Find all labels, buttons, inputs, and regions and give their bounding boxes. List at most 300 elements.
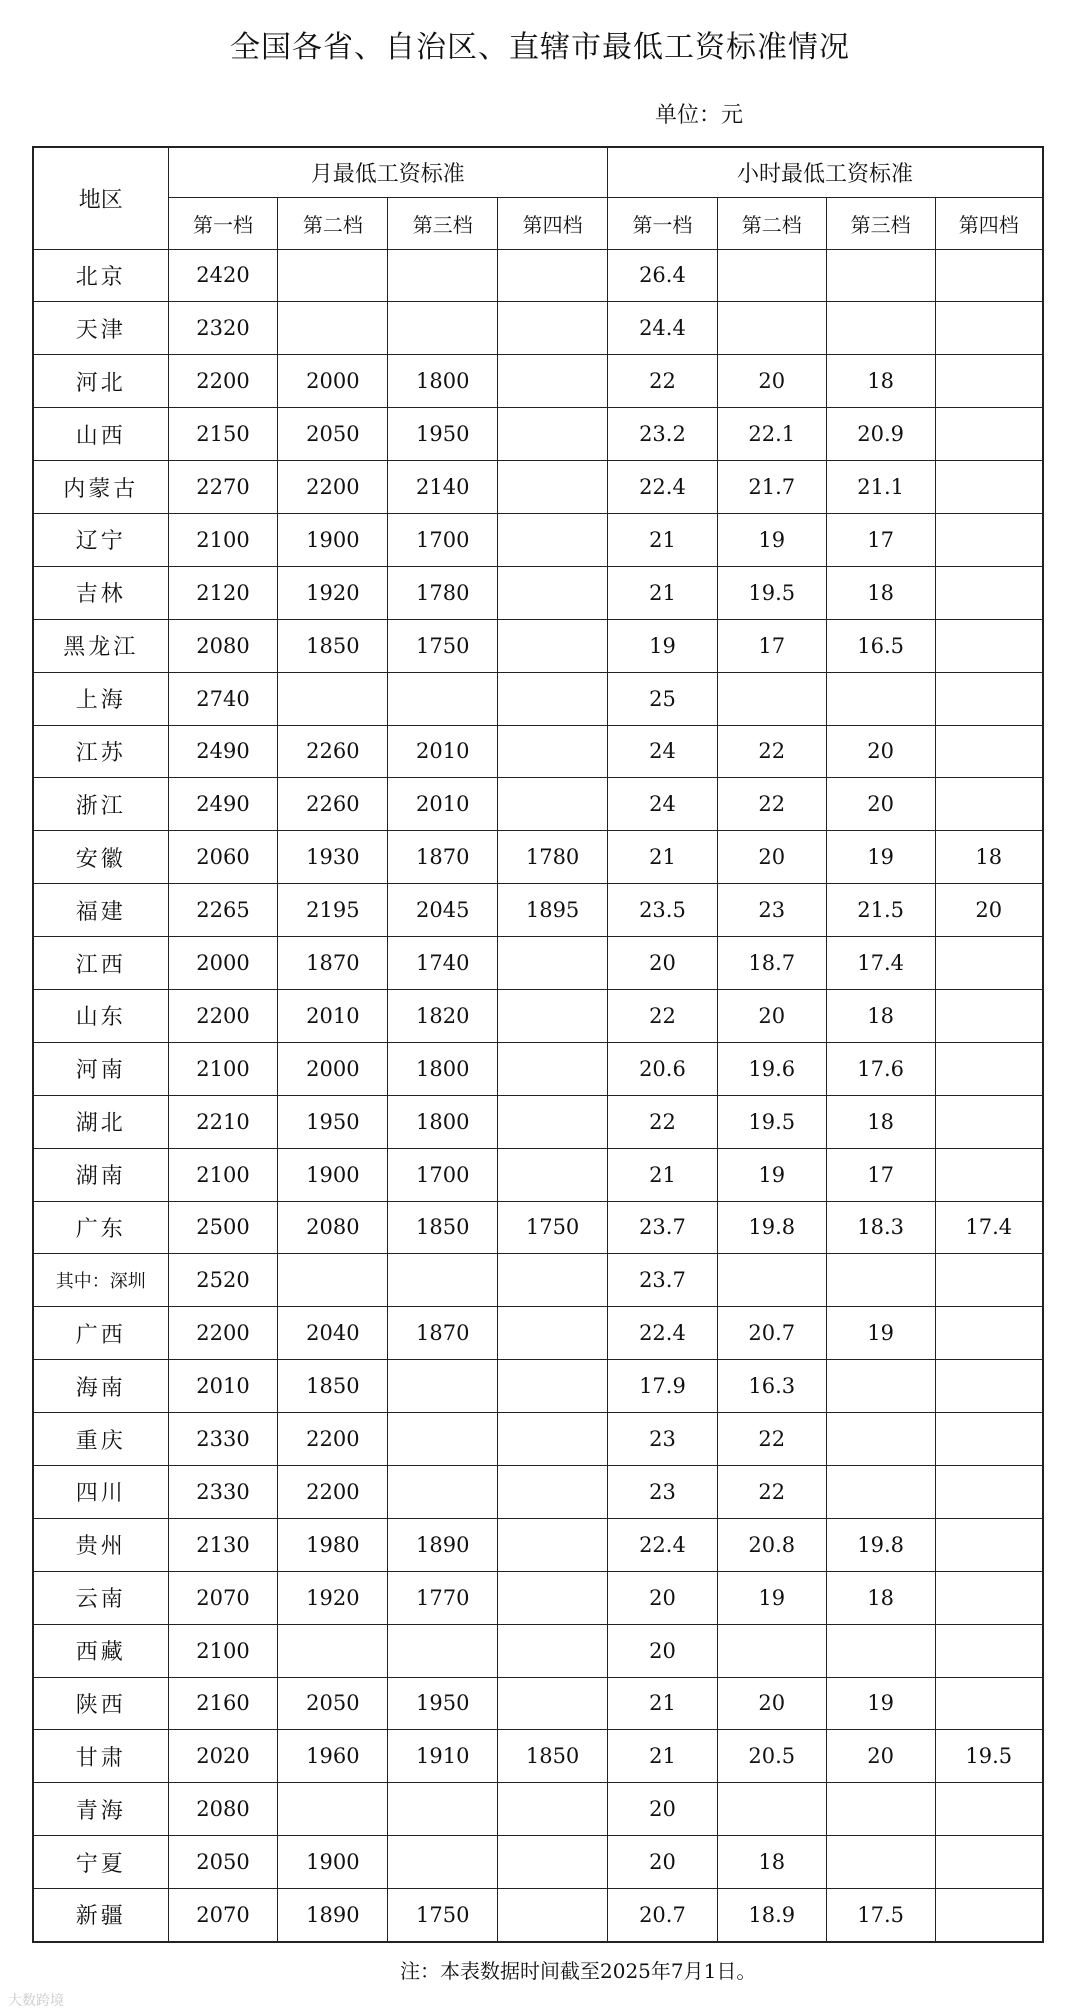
monthly-wage-cell: 1900 <box>278 1148 388 1201</box>
hourly-wage-cell: 20 <box>826 725 935 778</box>
hourly-wage-cell: 23.5 <box>608 884 718 937</box>
table-row <box>33 1465 1043 1518</box>
monthly-wage-cell: 1820 <box>388 989 498 1042</box>
monthly-wage-cell: 2120 <box>168 566 278 619</box>
hourly-wage-cell: 23.7 <box>608 1201 718 1254</box>
hourly-wage-cell: 20.9 <box>826 408 935 461</box>
hourly-wage-cell <box>826 249 935 302</box>
hourly-wage-cell: 20 <box>608 937 718 990</box>
monthly-wage-cell: 2200 <box>278 1413 388 1466</box>
monthly-wage-cell: 1750 <box>388 619 498 672</box>
hourly-wage-cell <box>935 1783 1043 1836</box>
watermark-logo: 大数跨境 <box>8 1993 64 2009</box>
monthly-wage-cell: 2010 <box>388 725 498 778</box>
monthly-wage-cell <box>498 989 608 1042</box>
monthly-wage-cell: 2210 <box>168 1095 278 1148</box>
monthly-wage-cell: 1900 <box>278 513 388 566</box>
table-row <box>33 1836 1043 1889</box>
hourly-wage-cell: 17.9 <box>608 1360 718 1413</box>
monthly-wage-cell: 1850 <box>278 1360 388 1413</box>
tier-header: 第一档 <box>168 197 278 249</box>
monthly-wage-cell: 1700 <box>388 513 498 566</box>
monthly-wage-cell: 2040 <box>278 1307 388 1360</box>
monthly-wage-cell: 2010 <box>278 989 388 1042</box>
hourly-wage-cell <box>935 1889 1043 1942</box>
monthly-wage-cell: 1800 <box>388 1095 498 1148</box>
hourly-wage-cell: 20 <box>717 831 826 884</box>
hourly-wage-cell: 22 <box>717 1413 826 1466</box>
monthly-wage-cell: 2490 <box>168 725 278 778</box>
hourly-wage-cell: 17.5 <box>826 1889 935 1942</box>
hourly-wage-cell: 21.1 <box>826 461 935 514</box>
hourly-wage-cell: 22 <box>608 989 718 1042</box>
monthly-wage-cell: 2060 <box>168 831 278 884</box>
monthly-wage-cell <box>498 1624 608 1677</box>
monthly-wage-cell: 1850 <box>278 619 388 672</box>
monthly-wage-cell <box>498 937 608 990</box>
monthly-wage-cell: 2490 <box>168 778 278 831</box>
table-row <box>33 831 1043 884</box>
monthly-wage-cell <box>388 249 498 302</box>
hourly-wage-cell: 16.3 <box>717 1360 826 1413</box>
region-cell: 江西 <box>33 937 168 990</box>
hourly-wage-cell: 23.2 <box>608 408 718 461</box>
hourly-wage-cell: 19.8 <box>826 1518 935 1571</box>
monthly-wage-cell <box>498 1783 608 1836</box>
monthly-wage-cell: 2200 <box>168 1307 278 1360</box>
monthly-wage-cell: 2050 <box>278 1677 388 1730</box>
hourly-wage-cell: 18.3 <box>826 1201 935 1254</box>
header-group-row <box>33 147 1043 197</box>
monthly-wage-cell <box>388 1465 498 1518</box>
hourly-wage-cell: 20 <box>935 884 1043 937</box>
monthly-wage-cell <box>498 408 608 461</box>
table-row <box>33 989 1043 1042</box>
monthly-wage-cell: 2070 <box>168 1889 278 1942</box>
monthly-wage-cell: 1780 <box>388 566 498 619</box>
monthly-wage-cell: 2100 <box>168 513 278 566</box>
region-cell: 山东 <box>33 989 168 1042</box>
hourly-wage-cell: 19 <box>717 1148 826 1201</box>
hourly-wage-cell <box>935 1518 1043 1571</box>
monthly-wage-cell: 2080 <box>168 619 278 672</box>
monthly-wage-cell: 2260 <box>278 725 388 778</box>
monthly-wage-cell: 1980 <box>278 1518 388 1571</box>
hourly-wage-cell: 25 <box>608 672 718 725</box>
hourly-wage-cell: 22 <box>717 778 826 831</box>
region-cell: 上海 <box>33 672 168 725</box>
monthly-wage-cell <box>388 1254 498 1307</box>
region-cell: 青海 <box>33 1783 168 1836</box>
hourly-wage-cell <box>935 1413 1043 1466</box>
monthly-wage-cell: 1920 <box>278 1571 388 1624</box>
hourly-wage-cell: 21 <box>608 1148 718 1201</box>
table-row <box>33 1783 1043 1836</box>
monthly-wage-cell <box>498 1571 608 1624</box>
hourly-wage-cell <box>935 1307 1043 1360</box>
hourly-wage-cell: 20 <box>608 1783 718 1836</box>
hourly-wage-cell <box>826 1624 935 1677</box>
hourly-wage-cell <box>935 1095 1043 1148</box>
monthly-wage-cell <box>498 672 608 725</box>
hourly-wage-cell: 22.4 <box>608 461 718 514</box>
hourly-wage-cell: 20 <box>608 1571 718 1624</box>
hourly-wage-cell: 19 <box>717 513 826 566</box>
hourly-wage-cell <box>826 1465 935 1518</box>
monthly-wage-cell <box>388 1624 498 1677</box>
hourly-wage-cell: 22 <box>717 725 826 778</box>
hourly-wage-cell <box>935 408 1043 461</box>
monthly-wage-cell <box>388 1836 498 1889</box>
hourly-wage-cell: 22.1 <box>717 408 826 461</box>
hourly-wage-cell: 19 <box>826 831 935 884</box>
monthly-wage-cell: 2740 <box>168 672 278 725</box>
table-row <box>33 1042 1043 1095</box>
region-cell: 北京 <box>33 249 168 302</box>
monthly-wage-cell: 2140 <box>388 461 498 514</box>
monthly-wage-cell: 2200 <box>168 989 278 1042</box>
monthly-wage-cell <box>498 1095 608 1148</box>
monthly-wage-cell <box>498 302 608 355</box>
monthly-wage-cell: 2330 <box>168 1413 278 1466</box>
region-cell: 海南 <box>33 1360 168 1413</box>
monthly-wage-cell <box>388 1413 498 1466</box>
tier-header: 第三档 <box>826 197 935 249</box>
hourly-wage-cell: 20 <box>608 1624 718 1677</box>
table-row <box>33 249 1043 302</box>
monthly-wage-cell <box>498 619 608 672</box>
monthly-wage-cell: 1850 <box>388 1201 498 1254</box>
table-row <box>33 1413 1043 1466</box>
region-cell: 湖南 <box>33 1148 168 1201</box>
hourly-wage-cell: 21.5 <box>826 884 935 937</box>
hourly-wage-cell <box>935 249 1043 302</box>
hourly-wage-cell <box>717 249 826 302</box>
unit-label: 单位：元 <box>655 103 744 128</box>
hourly-wage-cell: 21 <box>608 1730 718 1783</box>
table-row <box>33 1677 1043 1730</box>
table-row <box>33 937 1043 990</box>
region-cell: 其中：深圳 <box>33 1254 168 1307</box>
monthly-wage-cell <box>498 249 608 302</box>
hourly-wage-cell: 19 <box>826 1307 935 1360</box>
hourly-wage-cell: 18 <box>826 566 935 619</box>
hourly-wage-cell: 20 <box>826 1730 935 1783</box>
region-cell: 陕西 <box>33 1677 168 1730</box>
table-row <box>33 355 1043 408</box>
monthly-wage-cell: 1920 <box>278 566 388 619</box>
monthly-wage-cell: 2050 <box>168 1836 278 1889</box>
hourly-wage-cell <box>935 1254 1043 1307</box>
monthly-wage-cell: 2200 <box>278 461 388 514</box>
monthly-wage-cell <box>498 1254 608 1307</box>
monthly-wage-cell: 2100 <box>168 1148 278 1201</box>
hourly-wage-cell: 19.5 <box>717 566 826 619</box>
hourly-wage-cell <box>717 302 826 355</box>
hourly-wage-cell <box>935 1571 1043 1624</box>
hourly-wage-cell: 22 <box>608 355 718 408</box>
hourly-wage-cell: 21 <box>608 1677 718 1730</box>
hourly-wage-cell <box>935 619 1043 672</box>
table-row <box>33 1095 1043 1148</box>
monthly-wage-cell: 2260 <box>278 778 388 831</box>
monthly-wage-cell: 1900 <box>278 1836 388 1889</box>
hourly-wage-cell: 24 <box>608 725 718 778</box>
region-cell: 江苏 <box>33 725 168 778</box>
table-row <box>33 461 1043 514</box>
hourly-wage-cell <box>935 1624 1043 1677</box>
monthly-wage-cell <box>388 672 498 725</box>
monthly-wage-cell: 1950 <box>388 408 498 461</box>
monthly-wage-cell: 2330 <box>168 1465 278 1518</box>
footnote: 注：本表数据时间截至2025年7月1日。 <box>400 1959 757 1983</box>
region-cell: 广东 <box>33 1201 168 1254</box>
hourly-wage-cell: 18.7 <box>717 937 826 990</box>
monthly-wage-cell: 1895 <box>498 884 608 937</box>
monthly-wage-cell <box>278 249 388 302</box>
hourly-wage-cell <box>935 1677 1043 1730</box>
monthly-wage-cell: 1750 <box>498 1201 608 1254</box>
hourly-wage-cell: 18 <box>826 989 935 1042</box>
hourly-wage-cell <box>935 1042 1043 1095</box>
region-cell: 广西 <box>33 1307 168 1360</box>
table-row <box>33 1730 1043 1783</box>
monthly-wage-cell <box>498 1677 608 1730</box>
hourly-wage-cell: 20.8 <box>717 1518 826 1571</box>
table-row <box>33 1307 1043 1360</box>
hourly-wage-cell: 19.5 <box>717 1095 826 1148</box>
region-cell: 重庆 <box>33 1413 168 1466</box>
region-cell: 山西 <box>33 408 168 461</box>
hourly-wage-cell <box>935 989 1043 1042</box>
hourly-wage-cell: 18 <box>826 1571 935 1624</box>
monthly-wage-cell: 2050 <box>278 408 388 461</box>
monthly-wage-cell <box>278 1783 388 1836</box>
hourly-wage-cell: 17.4 <box>935 1201 1043 1254</box>
monthly-wage-cell <box>498 1465 608 1518</box>
region-cell: 辽宁 <box>33 513 168 566</box>
table-row <box>33 884 1043 937</box>
monthly-wage-cell: 2150 <box>168 408 278 461</box>
monthly-wage-cell: 2195 <box>278 884 388 937</box>
region-cell: 吉林 <box>33 566 168 619</box>
hourly-wage-cell <box>826 1254 935 1307</box>
monthly-group-header: 月最低工资标准 <box>168 147 607 197</box>
monthly-wage-cell: 2265 <box>168 884 278 937</box>
region-cell: 福建 <box>33 884 168 937</box>
monthly-wage-cell <box>278 672 388 725</box>
monthly-wage-cell <box>278 1624 388 1677</box>
page-title: 全国各省、自治区、直辖市最低工资标准情况 <box>230 30 850 65</box>
monthly-wage-cell: 2080 <box>168 1783 278 1836</box>
region-cell: 河南 <box>33 1042 168 1095</box>
region-cell: 四川 <box>33 1465 168 1518</box>
hourly-wage-cell <box>935 725 1043 778</box>
hourly-wage-cell: 23 <box>608 1413 718 1466</box>
hourly-wage-cell: 19 <box>717 1571 826 1624</box>
hourly-wage-cell: 17 <box>717 619 826 672</box>
monthly-wage-cell: 1890 <box>278 1889 388 1942</box>
hourly-wage-cell: 20 <box>826 778 935 831</box>
monthly-wage-cell <box>498 1836 608 1889</box>
monthly-wage-cell <box>498 1148 608 1201</box>
hourly-wage-cell: 16.5 <box>826 619 935 672</box>
hourly-wage-cell: 20 <box>717 989 826 1042</box>
hourly-wage-cell: 20 <box>717 355 826 408</box>
monthly-wage-cell: 2200 <box>278 1465 388 1518</box>
tier-header: 第二档 <box>717 197 826 249</box>
monthly-wage-cell: 2420 <box>168 249 278 302</box>
monthly-wage-cell <box>278 1254 388 1307</box>
monthly-wage-cell: 1950 <box>278 1095 388 1148</box>
monthly-wage-cell: 1750 <box>388 1889 498 1942</box>
hourly-wage-cell <box>717 672 826 725</box>
hourly-wage-cell <box>826 302 935 355</box>
hourly-wage-cell: 22 <box>717 1465 826 1518</box>
hourly-wage-cell: 21 <box>608 831 718 884</box>
hourly-wage-cell <box>935 302 1043 355</box>
hourly-wage-cell <box>826 1783 935 1836</box>
monthly-wage-cell: 2100 <box>168 1042 278 1095</box>
hourly-wage-cell: 21 <box>608 566 718 619</box>
hourly-wage-cell: 17 <box>826 513 935 566</box>
header-tier-row <box>33 197 1043 249</box>
table-row <box>33 566 1043 619</box>
region-cell: 云南 <box>33 1571 168 1624</box>
table-row <box>33 1148 1043 1201</box>
hourly-wage-cell: 18 <box>717 1836 826 1889</box>
monthly-wage-cell: 2520 <box>168 1254 278 1307</box>
hourly-wage-cell: 19 <box>826 1677 935 1730</box>
hourly-wage-cell <box>717 1254 826 1307</box>
monthly-wage-cell <box>388 302 498 355</box>
hourly-wage-cell: 24 <box>608 778 718 831</box>
table-row <box>33 408 1043 461</box>
hourly-wage-cell: 19.8 <box>717 1201 826 1254</box>
monthly-wage-cell: 2020 <box>168 1730 278 1783</box>
monthly-wage-cell <box>278 302 388 355</box>
region-cell: 西藏 <box>33 1624 168 1677</box>
monthly-wage-cell <box>498 566 608 619</box>
table-row <box>33 1254 1043 1307</box>
table-row <box>33 619 1043 672</box>
hourly-wage-cell <box>935 672 1043 725</box>
hourly-wage-cell <box>717 1783 826 1836</box>
monthly-wage-cell <box>498 1042 608 1095</box>
minimum-wage-table <box>32 146 1044 1943</box>
table-row <box>33 1201 1043 1254</box>
hourly-wage-cell: 26.4 <box>608 249 718 302</box>
table-row <box>33 513 1043 566</box>
monthly-wage-cell: 2320 <box>168 302 278 355</box>
hourly-wage-cell: 21 <box>608 513 718 566</box>
hourly-wage-cell: 20.6 <box>608 1042 718 1095</box>
tier-header: 第二档 <box>278 197 388 249</box>
monthly-wage-cell: 2010 <box>168 1360 278 1413</box>
monthly-wage-cell: 1870 <box>388 831 498 884</box>
hourly-wage-cell <box>717 1624 826 1677</box>
hourly-wage-cell <box>826 1836 935 1889</box>
monthly-wage-cell <box>498 1307 608 1360</box>
monthly-wage-cell: 1800 <box>388 355 498 408</box>
monthly-wage-cell: 2000 <box>278 1042 388 1095</box>
hourly-wage-cell: 20.5 <box>717 1730 826 1783</box>
monthly-wage-cell <box>498 355 608 408</box>
monthly-wage-cell: 1930 <box>278 831 388 884</box>
monthly-wage-cell <box>498 1360 608 1413</box>
hourly-wage-cell: 19.6 <box>717 1042 826 1095</box>
hourly-wage-cell <box>935 566 1043 619</box>
monthly-wage-cell <box>388 1360 498 1413</box>
table-row <box>33 672 1043 725</box>
region-cell: 湖北 <box>33 1095 168 1148</box>
tier-header: 第一档 <box>608 197 718 249</box>
monthly-wage-cell: 1910 <box>388 1730 498 1783</box>
hourly-wage-cell <box>826 672 935 725</box>
hourly-wage-cell: 22.4 <box>608 1307 718 1360</box>
monthly-wage-cell: 1960 <box>278 1730 388 1783</box>
hourly-wage-cell: 23.7 <box>608 1254 718 1307</box>
hourly-wage-cell <box>935 1148 1043 1201</box>
table-row <box>33 1624 1043 1677</box>
monthly-wage-cell: 2080 <box>278 1201 388 1254</box>
table-row <box>33 778 1043 831</box>
table-row <box>33 1518 1043 1571</box>
monthly-wage-cell: 2130 <box>168 1518 278 1571</box>
monthly-wage-cell: 2200 <box>168 355 278 408</box>
monthly-wage-cell: 2000 <box>278 355 388 408</box>
monthly-wage-cell: 1780 <box>498 831 608 884</box>
table-row <box>33 1571 1043 1624</box>
table-row <box>33 1360 1043 1413</box>
region-header: 地区 <box>33 147 168 249</box>
monthly-wage-cell: 1800 <box>388 1042 498 1095</box>
monthly-wage-cell: 2270 <box>168 461 278 514</box>
hourly-wage-cell <box>826 1360 935 1413</box>
monthly-wage-cell: 1770 <box>388 1571 498 1624</box>
monthly-wage-cell <box>498 513 608 566</box>
hourly-wage-cell: 20 <box>608 1836 718 1889</box>
region-cell: 天津 <box>33 302 168 355</box>
hourly-wage-cell: 20.7 <box>608 1889 718 1942</box>
region-cell: 贵州 <box>33 1518 168 1571</box>
hourly-wage-cell: 17.4 <box>826 937 935 990</box>
region-cell: 安徽 <box>33 831 168 884</box>
hourly-wage-cell <box>935 513 1043 566</box>
table-body <box>33 249 1043 1942</box>
table-row <box>33 725 1043 778</box>
monthly-wage-cell <box>498 461 608 514</box>
monthly-wage-cell <box>498 725 608 778</box>
monthly-wage-cell: 1700 <box>388 1148 498 1201</box>
hourly-wage-cell: 22 <box>608 1095 718 1148</box>
hourly-wage-cell: 19 <box>608 619 718 672</box>
hourly-wage-cell <box>826 1413 935 1466</box>
monthly-wage-cell: 1890 <box>388 1518 498 1571</box>
hourly-wage-cell: 23 <box>608 1465 718 1518</box>
monthly-wage-cell: 2500 <box>168 1201 278 1254</box>
hourly-wage-cell <box>935 778 1043 831</box>
region-cell: 甘肃 <box>33 1730 168 1783</box>
hourly-wage-cell <box>935 937 1043 990</box>
hourly-wage-cell: 18.9 <box>717 1889 826 1942</box>
monthly-wage-cell <box>388 1783 498 1836</box>
hourly-wage-cell <box>935 1836 1043 1889</box>
tier-header: 第四档 <box>935 197 1043 249</box>
hourly-wage-cell: 18 <box>826 355 935 408</box>
tier-header: 第三档 <box>388 197 498 249</box>
hourly-wage-cell: 18 <box>826 1095 935 1148</box>
